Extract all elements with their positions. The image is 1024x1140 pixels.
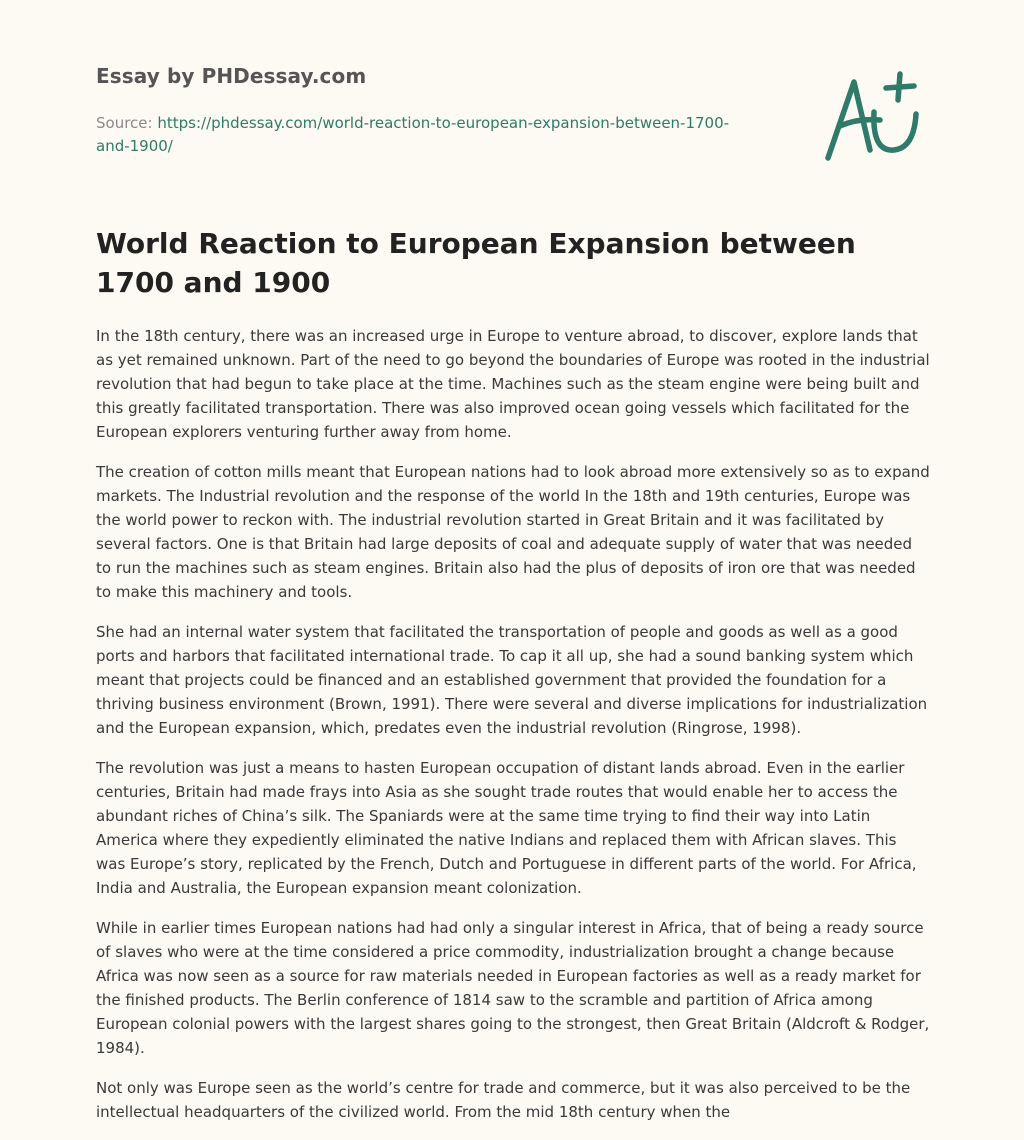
essay-paragraph: She had an internal water system that facilitated the transportation of people and goods as well as a good ports and harbors that facilitated international trade. To cap it all up, she had a sound banking system which meant that projects could be financed and an established government that provided the foundation for a thriving business environment (Brown, 1991). There were several and diverse implications for industrialization and the European expansion, which, predates even the industrial revolution (Ringrose, 1998). bbox=[96, 623, 928, 737]
source-line bbox=[96, 112, 736, 158]
essay-paragraph: The revolution was just a means to hasten European occupation of distant lands abroad. Even in the earlier centuries, Britain had made frays into Asia as she sought trade routes that would enable her to access the abundant riches of China’s silk. The Spaniards were at the same time trying to find their way into Latin America where they expediently eliminated the native Indians and replaced them with African slaves. This was Europe’s story, replicated by the French, Dutch and Portuguese in different parts of the world. For Africa, India and Australia, the European expansion meant colonization. bbox=[96, 759, 917, 897]
essay-body bbox=[96, 324, 930, 1140]
essay-paragraph: While in earlier times European nations had had only a singular interest in Africa, that of being a ready source of slaves who were at the time considered a price commodity, industrialization brought a change because Africa was now seen as a source for raw materials needed in European factories as well as a ready market for the finished products. The Berlin conference of 1814 saw to the scramble and partition of Africa among European colonial powers with the largest shares going to the strongest, then Great Britain (Aldcroft & Rodger, 1984). bbox=[96, 919, 930, 1057]
essay-paragraph: In the 18th century, there was an increased urge in Europe to venture abroad, to discover, explore lands that as yet remained unknown. Part of the need to go beyond the boundaries of Europe was rooted in the industrial revolution that had begun to take place at the time. Machines such as the steam engine were being built and this greatly facilitated transportation. There was also improved ocean going vessels which facilitated for the European explorers venturing further away from home. bbox=[96, 327, 930, 441]
site-brand: Essay by PHDessay.com bbox=[96, 64, 367, 88]
source-label: Source: bbox=[96, 114, 153, 132]
essay-paragraph: Not only was Europe seen as the world’s centre for trade and commerce, but it was also perceived to be the intellectual headquarters of the civilized world. From the mid 18th century when the bbox=[96, 1079, 911, 1121]
essay-paragraph: The creation of cotton mills meant that European nations had to look abroad more extensively so as to expand markets. The Industrial revolution and the response of the world In the 18th and 19th centuries, Europe was the world power to reckon with. The industrial revolution started in Great Britain and it was facilitated by several factors. One is that Britain had large deposits of coal and adequate supply of water that was needed to run the machines such as steam engines. Britain also had the plus of deposits of iron ore that was needed to make this machinery and tools. bbox=[96, 463, 930, 601]
essay-title: World Reaction to European Expansion between 1700 and 1900 bbox=[96, 227, 856, 299]
a-plus-grade-icon bbox=[818, 66, 930, 166]
source-link[interactable]: https://phdessay.com/world-reaction-to-european-expansion-between-1700-and-1900/ bbox=[96, 114, 730, 155]
